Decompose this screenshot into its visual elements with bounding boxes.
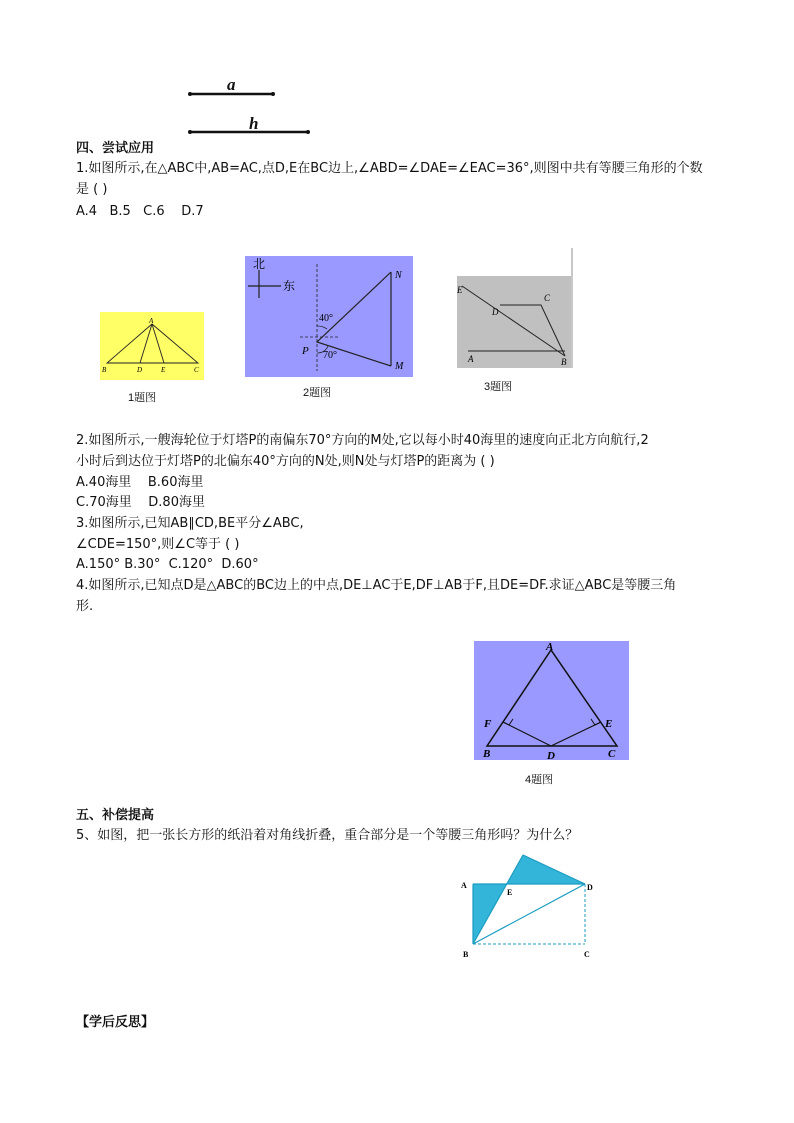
q1-line1: 1.如图所示,在△ABC中,AB=AC,点D,E在BC边上,∠ABD=∠DAE=∠EAC=36°,则图中共有等腰三角形的个数 — [76, 161, 703, 176]
q1-line2: 是 ( ) — [76, 182, 108, 197]
fig4-label-a: A — [546, 641, 554, 653]
q2-line2: 小时后到达位于灯塔P的北偏东40°方向的N处,则N处与灯塔P的距离为 ( ) — [76, 454, 495, 469]
q3-line1: 3.如图所示,已知AB∥CD,BE平分∠ABC, — [76, 516, 304, 531]
fig3-label-c: C — [544, 293, 551, 303]
fig5-label-b: B — [463, 950, 469, 959]
q1-options: A.4 B.5 C.6 D.7 — [76, 204, 204, 219]
figure-4 — [474, 641, 629, 760]
fig2-north: 北 — [253, 257, 266, 271]
fig4-caption: 4题图 — [525, 774, 554, 786]
fig4-label-f: F — [484, 718, 492, 730]
q2-options-2: C.70海里 D.80海里 — [76, 495, 205, 510]
fig2-label-p: P — [302, 345, 309, 357]
q4-line2: 形. — [76, 599, 94, 614]
section4-title: 四、尝试应用 — [76, 141, 155, 156]
fig4-label-e: E — [605, 718, 613, 730]
fig2-label-n: N — [395, 270, 402, 281]
fig3-caption: 3题图 — [484, 381, 513, 393]
figure-3 — [455, 248, 577, 370]
section5-title: 五、补偿提高 — [76, 808, 155, 823]
reflection-heading: 【学后反思】 — [76, 1015, 155, 1030]
fig3-label-d: D — [492, 307, 499, 317]
fig2-caption: 2题图 — [303, 387, 332, 399]
fig5-label-e: E — [507, 888, 513, 897]
fig2-east: 东 — [283, 279, 296, 293]
figure-1 — [100, 312, 204, 380]
fig1-label-e: E — [161, 366, 166, 374]
fig1-label-b: B — [102, 366, 107, 374]
fig4-label-b: B — [483, 748, 491, 760]
fig4-label-d: D — [547, 750, 555, 760]
fig1-label-d: D — [137, 366, 143, 374]
fig5-label-c: C — [584, 950, 590, 959]
figure-5 — [455, 850, 605, 962]
q4-line1: 4.如图所示,已知点D是△ABC的BC边上的中点,DE⊥AC于E,DF⊥AB于F,且DE=DF.求证△ABC是等腰三角 — [76, 578, 677, 593]
fig1-caption: 1题图 — [128, 392, 157, 404]
q3-options: A.150° B.30° C.120° D.60° — [76, 557, 259, 572]
fig3-label-e: E — [457, 285, 463, 295]
fig3-label-a: A — [468, 354, 474, 364]
figure-2 — [245, 256, 413, 377]
fig5-label-a: A — [461, 881, 467, 890]
q2-options-1: A.40海里 B.60海里 — [76, 475, 204, 490]
fig1-label-c: C — [194, 366, 199, 374]
q2-line1: 2.如图所示,一艘海轮位于灯塔P的南偏东70°方向的M处,它以每小时40海里的速度向正北方向航行,2 — [76, 433, 649, 448]
fig1-label-a: A — [149, 317, 154, 325]
q5-text: 5、如图，把一张长方形的纸沿着对角线折叠，重合部分是一个等腰三角形吗？为什么？ — [76, 828, 579, 843]
segment-a-label: a — [227, 75, 236, 94]
fig5-label-d: D — [587, 883, 593, 892]
segment-h-label: h — [249, 114, 259, 133]
fig2-label-m: M — [395, 361, 404, 372]
fig2-angle-40: 40° — [319, 313, 333, 324]
fig2-angle-70: 70° — [323, 350, 337, 361]
fig3-label-b: B — [561, 357, 567, 367]
fig4-label-c: C — [608, 748, 616, 760]
q3-line2: ∠CDE=150°,则∠C等于 ( ) — [76, 537, 240, 552]
